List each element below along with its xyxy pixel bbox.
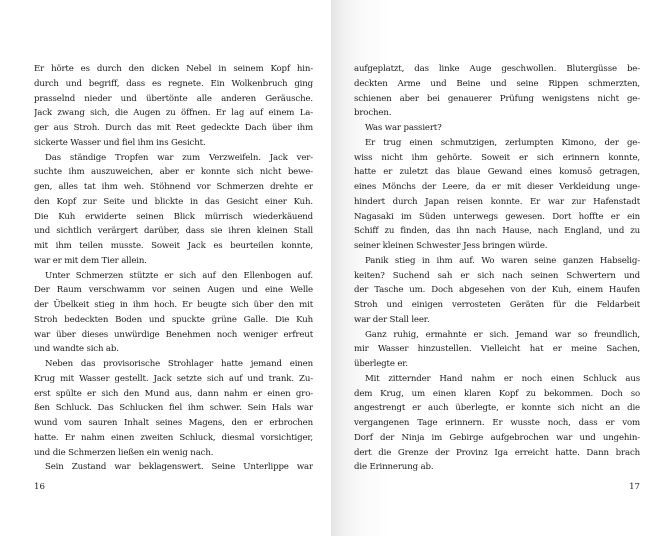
text-line: ßen Schluck. Das Schlucken fiel ihm schwer. Sein Hals war	[34, 403, 313, 414]
text-line: suchte ihm auszuweichen, aber er konnte sich nicht bewe-	[34, 167, 313, 178]
text-line: seiner kleinen Schwester Jess bringen würde.	[354, 241, 548, 251]
text-line: mir Wasser hinzustellen. Vielleicht hat er meine Sachen,	[354, 344, 640, 355]
text-line: Schiff zu finden, das ihn nach Hause, nach England, und zu	[354, 226, 640, 237]
text-line: war er mit dem Tier allein.	[34, 255, 147, 266]
text-line: mit ihm teilen musste. Soweit Jack es beurteilen konnte,	[34, 241, 313, 251]
text-line: sickerte Wasser und fiel ihm ins Gesicht.	[34, 137, 206, 148]
text-line: vergangenen Tage erinnern. Er wusste noch, dass er vom	[354, 418, 640, 428]
text-line: Der Raum verschwamm vor seinen Augen und eine Welle	[34, 285, 313, 296]
text-line: Dorf der Ninja im Gebirge aufgebrochen war und ungehin-	[354, 432, 640, 443]
text-line: war über dieses unwürdige Benehmen noch weniger erfreut	[34, 329, 313, 340]
text-line: Ganz ruhig, ermahnte er sich. Jemand war so freundlich,	[365, 329, 640, 340]
text-line: Jack zwang sich, die Augen zu öffnen. Er lag auf einem La-	[34, 108, 313, 119]
text-line: Unter Schmerzen stützte er sich auf den Ellenbogen auf.	[45, 270, 313, 281]
text-line: prasselnd nieder und übertönte alle anderen Geräusche.	[34, 93, 313, 104]
text-line: und wandte sich ab.	[34, 344, 119, 355]
text-line: aufgeplatzt, das linke Auge geschwollen. Blutergüsse be-	[354, 64, 640, 74]
text-line: Er trug einen schmutzigen, zerlumpten Kimono, der ge-	[365, 137, 640, 148]
text-line: erst spülte er sich den Mund aus, dann nahm er einen gro-	[34, 388, 313, 399]
page-number: 17	[629, 482, 640, 492]
text-line: Was war passiert?	[365, 123, 442, 133]
text-line: schienen aber bei genauerer Prüfung wenigstens nicht ge-	[354, 93, 640, 104]
text-line: keiten? Suchend sah er sich nach seinen Schwertern und	[354, 270, 640, 281]
text-line: Das ständige Tropfen war zum Verzweifeln. Jack ver-	[45, 152, 313, 163]
text-line: ger aus Stroh. Durch das mit Reet gedeckte Dach über ihm	[34, 123, 313, 133]
text-line: und sichtlich verärgert darüber, dass sie ihren kleinen Stall	[34, 226, 313, 237]
text-line: die Erinnerung ab.	[354, 462, 434, 473]
text-line: hatte er zuletzt das blaue Gewand eines komusō getragen,	[354, 167, 640, 178]
text-line: brochen.	[354, 108, 392, 119]
text-line: war der Stall leer.	[354, 314, 430, 325]
text-line: hatte. Er nahm einen zweiten Schluck, diesmal vorsichtiger,	[34, 432, 313, 443]
text-line: Sein Zustand war beklagenswert. Seine Unterlippe war	[45, 462, 313, 473]
text-line: Stroh bedeckten Boden und spuckte grüne Galle. Die Kuh	[34, 314, 313, 325]
right-page	[331, 0, 671, 536]
right-page-text	[354, 62, 640, 475]
text-line: Die Kuh erwiderte seinen Blick mürrisch wiederkäuend	[34, 211, 313, 222]
left-page	[0, 0, 331, 536]
text-line: hindert durch Japan reisen konnte. Er war zur Hafenstadt	[354, 196, 640, 207]
text-line: Panik stieg in ihm auf. Wo waren seine ganzen Habselig-	[365, 255, 640, 266]
text-line: Nagasaki im Süden unterwegs gewesen. Dort hoffte er ein	[354, 211, 640, 222]
text-line: überlegte er.	[354, 359, 408, 369]
text-line: den Kopf zur Seite und blickte in das Gesicht einer Kuh.	[34, 196, 313, 207]
text-line: wund vom sauren Inhalt seines Magens, den er erbrochen	[34, 418, 313, 428]
text-line: dert die Grenze der Provinz Iga erreicht hatte. Dann brach	[354, 447, 640, 458]
text-line: eines Mönchs der Leere, da er mit dieser Verkleidung unge-	[354, 182, 640, 192]
text-line: der Tasche um. Doch abgesehen von der Kuh, einem Haufen	[354, 285, 640, 296]
text-line: Mit zitternder Hand nahm er noch einen Schluck aus	[365, 373, 640, 384]
text-line: durch und begriff, dass es regnete. Ein Wolkenbruch ging	[34, 78, 313, 89]
text-line: der Übelkeit stieg in ihm hoch. Er beugte sich über den mit	[34, 300, 313, 310]
text-line: gen, alles tat ihm weh. Stöhnend vor Schmerzen drehte er	[34, 182, 313, 192]
text-line: Neben das provisorische Strohlager hatte jemand einen	[45, 359, 313, 369]
text-line: Stroh und einigen verrosteten Geräten für die Feldarbeit	[354, 300, 640, 310]
text-line: dem Krug, um einen klaren Kopf zu bekommen. Doch so	[354, 388, 640, 399]
text-line: und die Schmerzen ließen ein wenig nach.	[34, 447, 214, 458]
left-page-text	[34, 62, 313, 475]
text-line: angestrengt er auch überlegte, er konnte sich nicht an die	[354, 403, 640, 414]
text-line: deckten Arme und Beine und seine Rippen schmerzten,	[354, 78, 640, 89]
text-line: Er hörte es durch den dicken Nebel in seinem Kopf hin-	[34, 64, 313, 74]
text-line: Krug mit Wasser gestellt. Jack setzte sich auf und trank. Zu-	[34, 373, 313, 384]
page-number: 16	[34, 482, 45, 492]
text-line: wiss nicht ihm gehörte. Soweit er sich erinnern konnte,	[354, 152, 640, 163]
